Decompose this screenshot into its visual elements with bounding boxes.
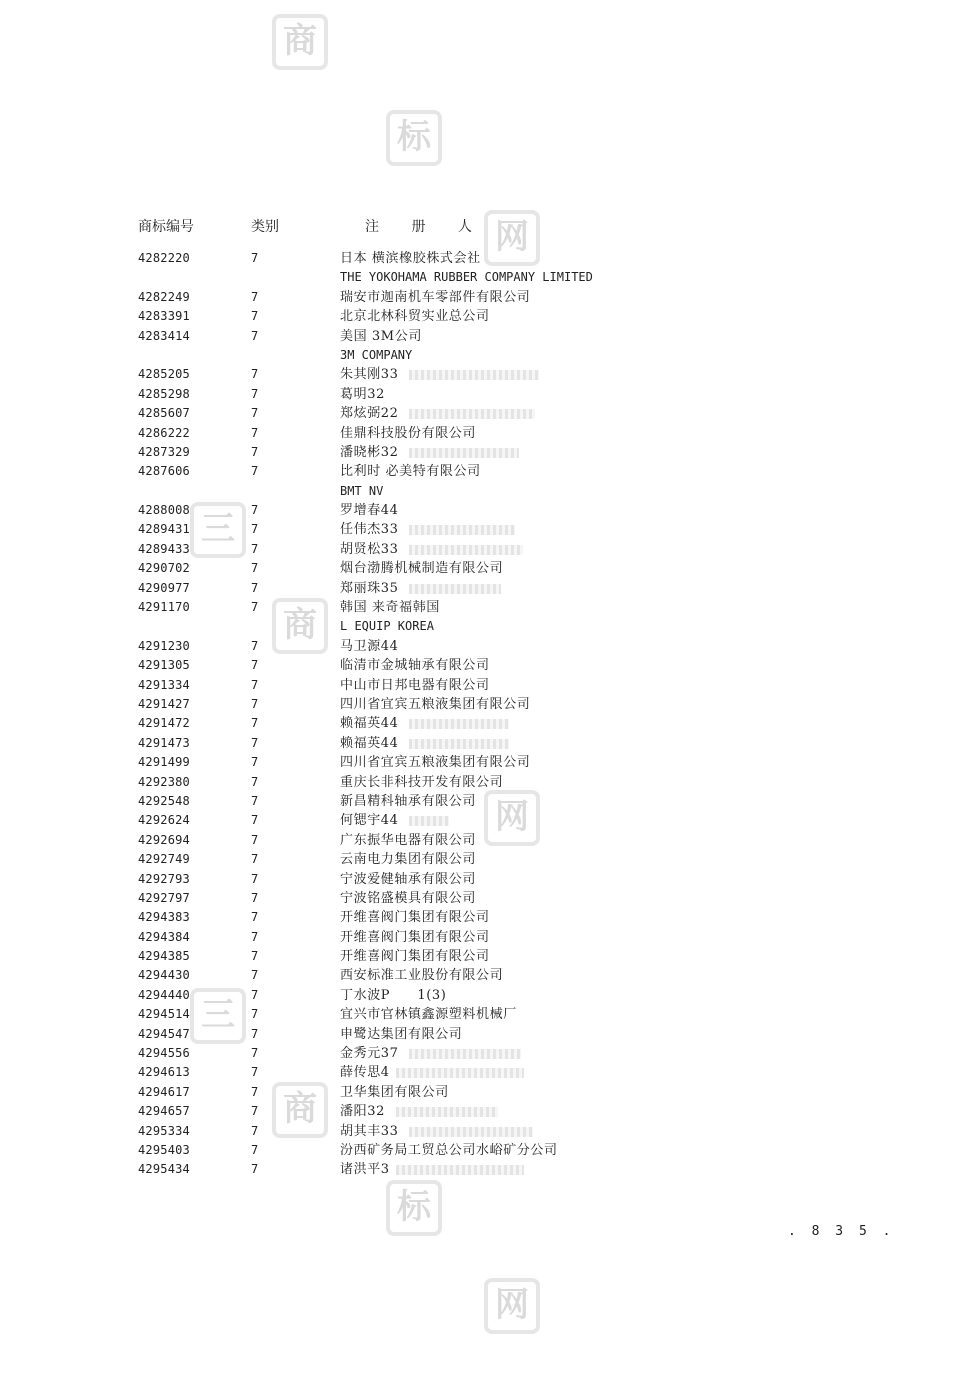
table-row bbox=[0, 676, 980, 695]
table-row bbox=[0, 288, 980, 307]
registrant-name: 四川省宜宾五粮液集团有限公司 bbox=[340, 755, 531, 771]
registrant-name: BMT NV bbox=[340, 483, 384, 498]
trademark-number: 4292793 bbox=[138, 871, 190, 886]
table-row bbox=[0, 637, 980, 656]
class-number: 7 bbox=[251, 309, 259, 324]
trademark-number: 4294613 bbox=[138, 1065, 190, 1080]
trademark-number: 4292797 bbox=[138, 890, 190, 905]
trademark-number: 4295403 bbox=[138, 1142, 190, 1157]
trademark-number: 4294617 bbox=[138, 1084, 190, 1099]
table-row bbox=[0, 928, 980, 947]
registrant-name: 卫华集团有限公司 bbox=[340, 1084, 449, 1100]
registrant-name: 诸洪平3 bbox=[340, 1162, 390, 1178]
class-number: 7 bbox=[251, 1007, 259, 1022]
class-number: 7 bbox=[251, 677, 259, 692]
registrant-name: 西安标准工业股份有限公司 bbox=[340, 968, 504, 984]
table-row bbox=[0, 656, 980, 675]
class-number: 7 bbox=[251, 658, 259, 673]
table-row bbox=[0, 1063, 980, 1082]
trademark-number: 4292380 bbox=[138, 774, 190, 789]
redaction-mask bbox=[409, 1127, 533, 1137]
registrant-name: 韩国 来奇福韩国 bbox=[340, 600, 440, 616]
table-row bbox=[0, 1102, 980, 1121]
table-row bbox=[0, 695, 980, 714]
class-number: 7 bbox=[251, 638, 259, 653]
table-row bbox=[0, 850, 980, 869]
class-number: 7 bbox=[251, 716, 259, 731]
trademark-number: 4291305 bbox=[138, 658, 190, 673]
class-number: 7 bbox=[251, 328, 259, 343]
registrant-name: 开维喜阀门集团有限公司 bbox=[340, 910, 490, 926]
registrant-name: 美国 3M公司 bbox=[340, 328, 422, 344]
class-number: 7 bbox=[251, 910, 259, 925]
registrant-name: 何锶宇44 bbox=[340, 813, 399, 829]
trademark-number: 4283391 bbox=[138, 309, 190, 324]
table-row bbox=[0, 424, 980, 443]
watermark-icon: 商 bbox=[272, 14, 328, 70]
registrant-name: 宁波爱健轴承有限公司 bbox=[340, 871, 477, 887]
trademark-number: 4291334 bbox=[138, 677, 190, 692]
table-row bbox=[0, 540, 980, 559]
trademark-number: 4291499 bbox=[138, 755, 190, 770]
table-row bbox=[0, 889, 980, 908]
class-number: 7 bbox=[251, 774, 259, 789]
class-number: 7 bbox=[251, 871, 259, 886]
class-number: 7 bbox=[251, 793, 259, 808]
table-row bbox=[0, 520, 980, 539]
class-number: 7 bbox=[251, 503, 259, 518]
registrant-name: 宜兴市官林镇鑫源塑料机械厂 bbox=[340, 1007, 517, 1023]
table-row bbox=[0, 501, 980, 520]
trademark-number: 4292624 bbox=[138, 813, 190, 828]
class-number: 7 bbox=[251, 1142, 259, 1157]
class-number: 7 bbox=[251, 425, 259, 440]
registrant-name: 潘晓彬32 bbox=[340, 444, 399, 460]
trademark-number: 4294556 bbox=[138, 1046, 190, 1061]
table-row bbox=[0, 986, 980, 1005]
table-row bbox=[0, 443, 980, 462]
table-row bbox=[0, 404, 980, 423]
header-class: 类别 bbox=[251, 219, 279, 235]
trademark-number: 4291230 bbox=[138, 638, 190, 653]
table-row bbox=[0, 714, 980, 733]
trademark-number: 4294384 bbox=[138, 929, 190, 944]
class-number: 7 bbox=[251, 755, 259, 770]
class-number: 7 bbox=[251, 987, 259, 1002]
table-row bbox=[0, 365, 980, 384]
registrant-name: 葛明32 bbox=[340, 386, 385, 402]
registrant-name: 赖福英44 bbox=[340, 735, 399, 751]
redaction-mask bbox=[409, 1049, 521, 1059]
table-row bbox=[0, 870, 980, 889]
trademark-number: 4290702 bbox=[138, 561, 190, 576]
class-number: 7 bbox=[251, 968, 259, 983]
registrant-name: 丁水波P 1(3) bbox=[340, 987, 447, 1003]
table-row bbox=[0, 734, 980, 753]
registrant-name: 北京北林科贸实业总公司 bbox=[340, 309, 490, 325]
class-number: 7 bbox=[251, 1065, 259, 1080]
class-number: 7 bbox=[251, 251, 259, 265]
registrant-name: 临清市金城轴承有限公司 bbox=[340, 658, 490, 674]
class-number: 7 bbox=[251, 696, 259, 711]
trademark-number: 4294514 bbox=[138, 1007, 190, 1022]
class-number: 7 bbox=[251, 890, 259, 905]
class-number: 7 bbox=[251, 1162, 259, 1177]
table-row bbox=[0, 598, 980, 617]
registrant-name: 胡贤松33 bbox=[340, 541, 399, 557]
class-number: 7 bbox=[251, 541, 259, 556]
registrant-name: 云南电力集团有限公司 bbox=[340, 852, 477, 868]
registrant-name: 烟台渤腾机械制造有限公司 bbox=[340, 561, 504, 577]
table-row bbox=[0, 579, 980, 598]
class-number: 7 bbox=[251, 464, 259, 479]
trademark-number: 4292694 bbox=[138, 832, 190, 847]
class-number: 7 bbox=[251, 289, 259, 304]
table-row bbox=[0, 385, 980, 404]
watermark-icon: 标 bbox=[386, 110, 442, 166]
registrant-name: 广东振华电器有限公司 bbox=[340, 832, 477, 848]
registrant-name: 汾西矿务局工贸总公司水峪矿分公司 bbox=[340, 1142, 558, 1158]
registrant-name: THE YOKOHAMA RUBBER COMPANY LIMITED bbox=[340, 270, 593, 285]
watermark-icon: 网 bbox=[484, 210, 540, 266]
registration-list bbox=[0, 249, 980, 1180]
watermark-icon: 网 bbox=[484, 1278, 540, 1334]
table-row bbox=[0, 617, 980, 636]
trademark-number: 4291473 bbox=[138, 735, 190, 750]
table-row bbox=[0, 947, 980, 966]
table-row bbox=[0, 1025, 980, 1044]
class-number: 7 bbox=[251, 832, 259, 847]
trademark-number: 4294383 bbox=[138, 910, 190, 925]
registrant-name: 赖福英44 bbox=[340, 716, 399, 732]
registrant-name: 申鹭达集团有限公司 bbox=[340, 1026, 463, 1042]
redaction-mask bbox=[409, 448, 519, 458]
registrant-name: 薛传思4 bbox=[340, 1065, 390, 1081]
trademark-number: 4292749 bbox=[138, 852, 190, 867]
trademark-number: 4295434 bbox=[138, 1162, 190, 1177]
redaction-mask bbox=[409, 545, 523, 555]
registrant-name: 开维喜阀门集团有限公司 bbox=[340, 949, 490, 965]
registrant-name: 马卫源44 bbox=[340, 638, 399, 654]
registrant-name: 瑞安市迦南机车零部件有限公司 bbox=[340, 289, 531, 305]
table-row bbox=[0, 773, 980, 792]
watermark-icon: 网 bbox=[484, 790, 540, 846]
table-row bbox=[0, 1160, 980, 1179]
redaction-mask bbox=[396, 1068, 524, 1078]
redaction-mask bbox=[409, 584, 501, 594]
trademark-number: 4282249 bbox=[138, 289, 190, 304]
registrant-name: 潘阳32 bbox=[340, 1104, 385, 1120]
registrant-name: 郑丽珠35 bbox=[340, 580, 399, 596]
table-row bbox=[0, 1005, 980, 1024]
table-row bbox=[0, 1083, 980, 1102]
trademark-number: 4289433 bbox=[138, 541, 190, 556]
watermark-icon: 商 bbox=[272, 1082, 328, 1138]
trademark-number: 4289431 bbox=[138, 522, 190, 537]
watermark-icon: 商 bbox=[272, 598, 328, 654]
table-row bbox=[0, 482, 980, 501]
table-row bbox=[0, 908, 980, 927]
trademark-number: 4282220 bbox=[138, 251, 190, 265]
registrant-name: 罗增春44 bbox=[340, 503, 399, 519]
redaction-mask bbox=[409, 525, 515, 535]
class-number: 7 bbox=[251, 813, 259, 828]
table-row bbox=[0, 307, 980, 326]
class-number: 7 bbox=[251, 367, 259, 382]
registrant-name: 中山市日邦电器有限公司 bbox=[340, 677, 490, 693]
registrant-name: 日本 横滨橡胶株式会社 bbox=[340, 251, 481, 266]
class-number: 7 bbox=[251, 406, 259, 421]
class-number: 7 bbox=[251, 600, 259, 615]
trademark-number: 4285298 bbox=[138, 386, 190, 401]
class-number: 7 bbox=[251, 1104, 259, 1119]
trademark-number: 4294657 bbox=[138, 1104, 190, 1119]
class-number: 7 bbox=[251, 1084, 259, 1099]
registrant-name: 佳鼎科技股份有限公司 bbox=[340, 425, 477, 441]
table-row bbox=[0, 753, 980, 772]
trademark-number: 4283414 bbox=[138, 328, 190, 343]
redaction-mask bbox=[396, 1107, 498, 1117]
redaction-mask bbox=[409, 739, 509, 749]
class-number: 7 bbox=[251, 735, 259, 750]
registrant-name: 开维喜阀门集团有限公司 bbox=[340, 929, 490, 945]
redaction-mask bbox=[396, 1165, 524, 1175]
trademark-number: 4291472 bbox=[138, 716, 190, 731]
trademark-number: 4295334 bbox=[138, 1123, 190, 1138]
watermark-icon: 三 bbox=[190, 988, 246, 1044]
class-number: 7 bbox=[251, 444, 259, 459]
table-row bbox=[0, 346, 980, 365]
redaction-mask bbox=[409, 409, 535, 419]
table-row bbox=[0, 327, 980, 346]
registrant-name: 比利时 必美特有限公司 bbox=[340, 464, 481, 480]
registrant-name: 朱其刚33 bbox=[340, 367, 399, 383]
page-number: . 8 3 5 . bbox=[788, 1224, 895, 1239]
table-row bbox=[0, 268, 980, 287]
table-row bbox=[0, 1044, 980, 1063]
registrant-name: 郑炫弼22 bbox=[340, 406, 399, 422]
class-number: 7 bbox=[251, 1026, 259, 1041]
trademark-number: 4292548 bbox=[138, 793, 190, 808]
class-number: 7 bbox=[251, 522, 259, 537]
registrant-name: 重庆长非科技开发有限公司 bbox=[340, 774, 504, 790]
registrant-name: 3M COMPANY bbox=[340, 347, 413, 362]
table-row bbox=[0, 559, 980, 578]
trademark-number: 4294430 bbox=[138, 968, 190, 983]
trademark-number: 4291427 bbox=[138, 696, 190, 711]
trademark-number: 4290977 bbox=[138, 580, 190, 595]
watermark-icon: 标 bbox=[386, 1180, 442, 1236]
trademark-number: 4287606 bbox=[138, 464, 190, 479]
class-number: 7 bbox=[251, 1123, 259, 1138]
registrant-name: 四川省宜宾五粮液集团有限公司 bbox=[340, 696, 531, 712]
class-number: 7 bbox=[251, 852, 259, 867]
trademark-number: 4287329 bbox=[138, 444, 190, 459]
trademark-number: 4286222 bbox=[138, 425, 190, 440]
trademark-number: 4285205 bbox=[138, 367, 190, 382]
class-number: 7 bbox=[251, 949, 259, 964]
redaction-mask bbox=[409, 719, 509, 729]
redaction-mask bbox=[409, 816, 449, 826]
trademark-number: 4288008 bbox=[138, 503, 190, 518]
trademark-number: 4285607 bbox=[138, 406, 190, 421]
table-row bbox=[0, 1122, 980, 1141]
redaction-mask bbox=[409, 370, 539, 380]
class-number: 7 bbox=[251, 929, 259, 944]
registrant-name: 宁波铭盛模具有限公司 bbox=[340, 890, 477, 906]
table-row bbox=[0, 462, 980, 481]
class-number: 7 bbox=[251, 386, 259, 401]
trademark-number: 4291170 bbox=[138, 600, 190, 615]
trademark-number: 4294547 bbox=[138, 1026, 190, 1041]
registrant-name: 任伟杰33 bbox=[340, 522, 399, 538]
class-number: 7 bbox=[251, 1046, 259, 1061]
trademark-number: 4294385 bbox=[138, 949, 190, 964]
class-number: 7 bbox=[251, 561, 259, 576]
table-row bbox=[0, 966, 980, 985]
trademark-number: 4294440 bbox=[138, 987, 190, 1002]
watermark-icon: 三 bbox=[190, 502, 246, 558]
table-row bbox=[0, 1141, 980, 1160]
registrant-name: 金秀元37 bbox=[340, 1046, 399, 1062]
registrant-name: 新昌精科轴承有限公司 bbox=[340, 793, 477, 809]
registrant-name: L EQUIP KOREA bbox=[340, 619, 434, 634]
header-trademark-no: 商标编号 bbox=[138, 219, 194, 235]
registrant-name: 胡其丰33 bbox=[340, 1123, 399, 1139]
header-registrant: 注 册 人 bbox=[365, 219, 486, 235]
class-number: 7 bbox=[251, 580, 259, 595]
